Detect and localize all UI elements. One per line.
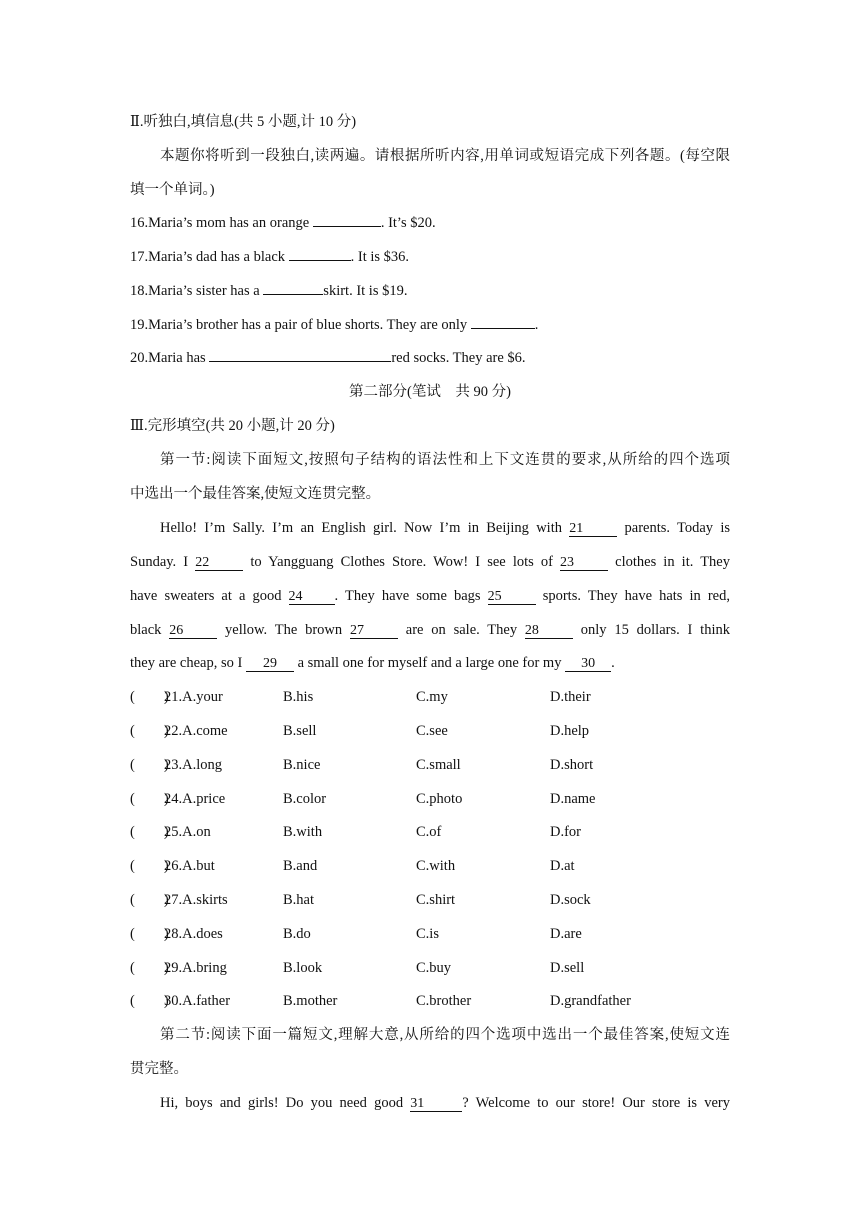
option-c: C.small — [416, 757, 461, 773]
option-d: D.help — [550, 723, 590, 739]
option-d: D.for — [550, 824, 582, 840]
part-2-heading: 第二部分(笔试 共 90 分) — [349, 384, 511, 400]
option-d: D.sock — [550, 892, 591, 908]
option-c: C.with — [416, 858, 456, 874]
answer-paren[interactable]: ( ) — [130, 993, 169, 1009]
answer-blank-16[interactable] — [313, 226, 381, 227]
section-3-instruction-2: 第二节:阅读下面一篇短文,理解大意,从所给的四个选项中选出一个最佳答案,使短文连 — [160, 1027, 730, 1043]
option-b: B.with — [283, 824, 323, 840]
answer-blank-20[interactable] — [209, 361, 391, 362]
option-d: D.their — [550, 689, 591, 705]
option-c: C.of — [416, 824, 442, 840]
answer-paren[interactable]: ( ) — [130, 757, 169, 773]
answer-paren[interactable]: ( ) — [130, 824, 169, 840]
option-c: C.shirt — [416, 892, 456, 908]
section-3-instruction-1: 第一节:阅读下面短文,按照句子结构的语法性和上下文连贯的要求,从所给的四个选项 — [160, 452, 730, 468]
reading-passage-line-1: Hi, boys and girls! Do you need good 31 ? Welcome to our store! Our store is very — [160, 1095, 731, 1111]
question-19: 19.Maria’s brother has a pair of blue shorts. They are only . — [130, 317, 539, 333]
option-a: 22.A.come — [164, 723, 228, 739]
answer-blank-17[interactable] — [289, 260, 351, 261]
option-row-23 — [130, 755, 730, 775]
cloze-passage-line-5: they are cheap, so I 29 a small one for myself and a large one for my 30 . — [130, 655, 615, 671]
option-c: C.brother — [416, 993, 472, 1009]
section-3-instruction-1-cont: 中选出一个最佳答案,使短文连贯完整。 — [130, 486, 381, 502]
cloze-blank-22[interactable]: 22 — [195, 555, 243, 571]
question-16: 16.Maria’s mom has an orange . It’s $20. — [130, 215, 436, 231]
section-3-instruction-2-cont: 贯完整。 — [130, 1061, 188, 1077]
option-a: 28.A.does — [164, 926, 223, 942]
cloze-blank-26[interactable]: 26 — [169, 623, 217, 639]
cloze-blank-21[interactable]: 21 — [569, 521, 617, 537]
option-row-24 — [130, 789, 730, 809]
option-c: C.is — [416, 926, 439, 942]
option-a: 21.A.your — [164, 689, 223, 705]
cloze-blank-25[interactable]: 25 — [488, 589, 536, 605]
answer-paren[interactable]: ( ) — [130, 723, 169, 739]
option-a: 25.A.on — [164, 824, 211, 840]
answer-blank-18[interactable] — [263, 294, 323, 295]
cloze-passage-line-4: black 26 yellow. The brown 27 are on sale. They 28 only 15 dollars. I think — [130, 622, 730, 638]
cloze-passage-line-1: Hello! I’m Sally. I’m an English girl. Now I’m in Beijing with 21 parents. Today is — [160, 520, 730, 536]
option-b: B.sell — [283, 723, 317, 739]
option-a: 30.A.father — [164, 993, 231, 1009]
question-18: 18.Maria’s sister has a skirt. It is $19. — [130, 283, 408, 299]
section-2-instruction-cont: 填一个单词。) — [130, 182, 215, 198]
cloze-blank-30[interactable]: 30 — [565, 656, 611, 672]
answer-paren[interactable]: ( ) — [130, 926, 169, 942]
cloze-passage-line-3: have sweaters at a good 24 . They have some bags 25 sports. They have hats in red, — [130, 588, 730, 604]
option-b: B.do — [283, 926, 311, 942]
cloze-blank-27[interactable]: 27 — [350, 623, 398, 639]
option-c: C.my — [416, 689, 448, 705]
answer-blank-19[interactable] — [471, 328, 535, 329]
cloze-blank-28[interactable]: 28 — [525, 623, 573, 639]
cloze-blank-24[interactable]: 24 — [289, 589, 335, 605]
option-row-29 — [130, 958, 730, 978]
option-d: D.at — [550, 858, 575, 874]
option-b: B.color — [283, 791, 327, 807]
option-a: 26.A.but — [164, 858, 215, 874]
option-row-25 — [130, 822, 730, 842]
cloze-blank-31[interactable]: 31 — [410, 1096, 462, 1112]
option-d: D.short — [550, 757, 594, 773]
option-b: B.and — [283, 858, 318, 874]
option-row-27 — [130, 890, 730, 910]
option-b: B.mother — [283, 993, 338, 1009]
answer-paren[interactable]: ( ) — [130, 892, 169, 908]
question-20: 20.Maria has red socks. They are $6. — [130, 350, 526, 366]
section-2-heading: Ⅱ.听独白,填信息(共 5 小题,计 10 分) — [130, 114, 357, 130]
option-b: B.look — [283, 960, 323, 976]
option-d: D.sell — [550, 960, 585, 976]
question-17: 17.Maria’s dad has a black . It is $36. — [130, 249, 410, 265]
option-a: 29.A.bring — [164, 960, 227, 976]
option-a: 23.A.long — [164, 757, 222, 773]
option-row-28 — [130, 924, 730, 944]
option-row-21 — [130, 687, 730, 707]
option-c: C.see — [416, 723, 448, 739]
answer-paren[interactable]: ( ) — [130, 960, 169, 976]
cloze-blank-23[interactable]: 23 — [560, 555, 608, 571]
option-c: C.photo — [416, 791, 463, 807]
option-row-30 — [130, 991, 730, 1011]
option-b: B.nice — [283, 757, 321, 773]
option-row-22 — [130, 721, 730, 741]
option-a: 24.A.price — [164, 791, 226, 807]
answer-paren[interactable]: ( ) — [130, 791, 169, 807]
section-2-instruction: 本题你将听到一段独白,读两遍。请根据所听内容,用单词或短语完成下列各题。(每空限 — [160, 148, 730, 164]
cloze-blank-29[interactable]: 29 — [246, 656, 294, 672]
option-row-26 — [130, 856, 730, 876]
option-a: 27.A.skirts — [164, 892, 228, 908]
cloze-passage-line-2: Sunday. I 22 to Yangguang Clothes Store. Wow! I see lots of 23 clothes in it. They — [130, 554, 730, 570]
option-b: B.his — [283, 689, 314, 705]
answer-paren[interactable]: ( ) — [130, 689, 169, 705]
option-c: C.buy — [416, 960, 452, 976]
option-b: B.hat — [283, 892, 315, 908]
section-3-heading: Ⅲ.完形填空(共 20 小题,计 20 分) — [130, 418, 335, 434]
option-d: D.grandfather — [550, 993, 631, 1009]
option-d: D.name — [550, 791, 596, 807]
answer-paren[interactable]: ( ) — [130, 858, 169, 874]
option-d: D.are — [550, 926, 582, 942]
